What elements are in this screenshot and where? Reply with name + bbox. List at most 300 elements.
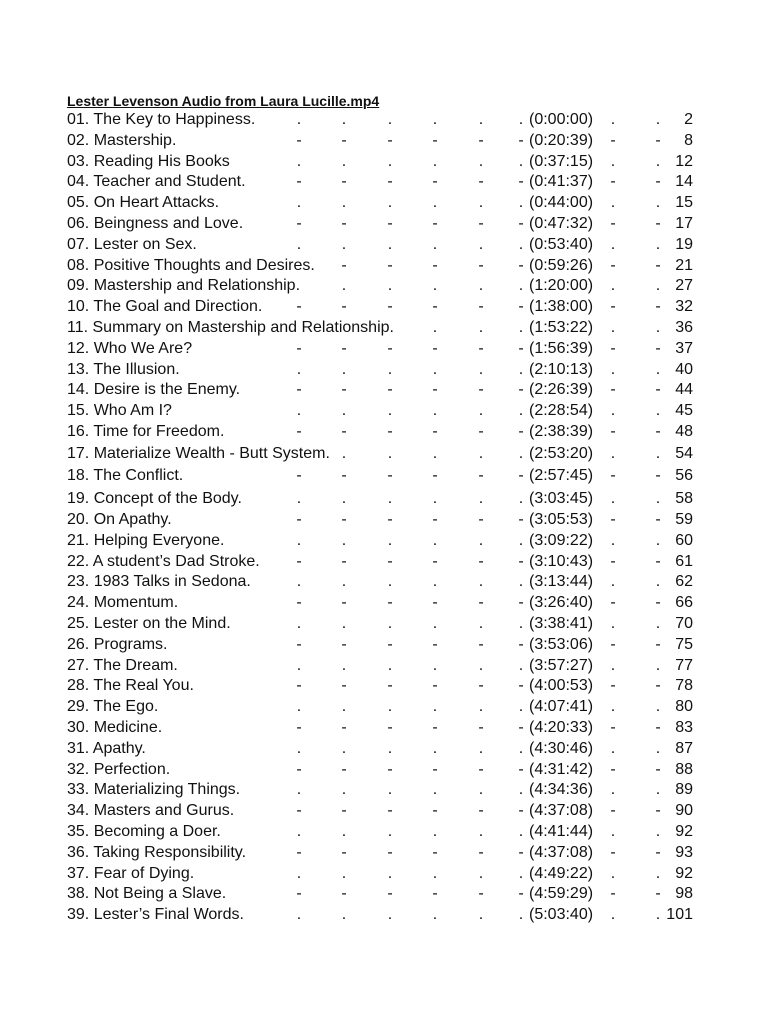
leader-mark: .: [432, 360, 438, 378]
leader-mark: .: [655, 402, 661, 420]
toc-entry-title: 29. The Ego.: [67, 698, 159, 716]
leader-mark: .: [432, 152, 438, 170]
leader-mark: .: [518, 823, 524, 840]
leader-mark: -: [432, 298, 438, 316]
toc-entry: [67, 172, 707, 193]
leader-mark: -: [296, 215, 302, 232]
leader-mark: .: [296, 615, 302, 632]
toc-entry: [67, 276, 707, 297]
leader-mark: .: [478, 277, 484, 295]
leader-mark: -: [655, 802, 661, 820]
toc-entry-page: 27: [675, 277, 693, 295]
leader-mark: -: [387, 677, 393, 695]
toc-entry-timestamp: (3:03:45): [529, 490, 594, 508]
leader-mark: -: [655, 594, 661, 612]
toc-entry-timestamp: (4:34:36): [529, 781, 594, 799]
leader-mark: .: [296, 360, 302, 378]
leader-mark: -: [341, 131, 347, 149]
leader-mark: -: [655, 635, 661, 653]
toc-entry: [67, 422, 707, 443]
toc-entry: [67, 489, 707, 510]
leader-mark: .: [341, 152, 347, 170]
leader-mark: .: [655, 531, 661, 549]
toc-entry: [67, 593, 707, 614]
leader-mark: .: [296, 781, 302, 799]
toc-entry-title: 11. Summary on Mastership and Relationship.: [67, 319, 394, 336]
leader-mark: -: [296, 760, 302, 778]
leader-mark: -: [518, 298, 524, 316]
leader-mark: -: [655, 131, 661, 149]
leader-mark: -: [518, 635, 524, 653]
leader-mark: .: [655, 235, 661, 253]
leader-mark: .: [610, 235, 616, 253]
leader-mark: -: [610, 760, 616, 778]
toc-entry-title: 23. 1983 Talks in Sedona.: [67, 573, 251, 591]
leader-mark: .: [296, 823, 302, 840]
leader-mark: -: [478, 381, 484, 399]
leader-mark: -: [610, 466, 616, 484]
leader-mark: .: [518, 277, 524, 295]
leader-mark: -: [478, 760, 484, 778]
leader-mark: .: [296, 235, 302, 253]
leader-mark: -: [610, 215, 616, 232]
leader-mark: -: [610, 594, 616, 612]
leader-mark: .: [296, 152, 302, 170]
leader-mark: -: [478, 256, 484, 274]
leader-mark: .: [432, 111, 438, 128]
toc-entry: [67, 466, 707, 487]
leader-mark: -: [478, 677, 484, 695]
leader-mark: .: [518, 194, 524, 212]
toc-entry-page: 75: [675, 635, 693, 653]
toc-entry-title: 26. Programs.: [67, 635, 168, 653]
leader-mark: .: [432, 319, 438, 336]
toc-entry: [67, 780, 707, 801]
toc-entry-page: 32: [675, 298, 693, 316]
leader-mark: -: [655, 719, 661, 736]
toc-entry-page: 60: [675, 531, 693, 549]
leader-mark: .: [518, 402, 524, 420]
leader-mark: .: [432, 573, 438, 591]
toc-entry-timestamp: (1:53:22): [529, 319, 594, 336]
leader-mark: -: [387, 843, 393, 861]
leader-mark: .: [341, 781, 347, 799]
toc-entry-page: 36: [675, 319, 693, 336]
leader-mark: -: [478, 173, 484, 191]
leader-mark: .: [610, 402, 616, 420]
toc-entry-page: 45: [675, 402, 693, 420]
leader-mark: -: [387, 215, 393, 232]
leader-mark: .: [341, 277, 347, 295]
toc-entry-page: 62: [675, 573, 693, 591]
leader-mark: .: [296, 111, 302, 128]
leader-mark: -: [518, 215, 524, 232]
toc-entry-title: 12. Who We Are?: [67, 339, 193, 357]
leader-mark: .: [518, 615, 524, 632]
toc-entry: [67, 235, 707, 256]
leader-mark: -: [341, 802, 347, 820]
leader-mark: .: [478, 781, 484, 799]
toc-entry-title: 07. Lester on Sex.: [67, 235, 197, 253]
leader-mark: -: [478, 552, 484, 570]
toc-entry-timestamp: (3:38:41): [529, 615, 594, 632]
leader-mark: .: [655, 698, 661, 716]
toc-entry-timestamp: (3:10:43): [529, 552, 594, 570]
leader-mark: .: [296, 739, 302, 757]
toc-entry-title: 27. The Dream.: [67, 656, 178, 674]
toc-entry: [67, 572, 707, 593]
leader-mark: -: [518, 802, 524, 820]
toc-entry-title: 17. Materialize Wealth - Butt System.: [67, 444, 330, 462]
toc-entry-page: 12: [675, 152, 693, 170]
leader-mark: .: [655, 656, 661, 674]
toc-entry-timestamp: (2:28:54): [529, 402, 594, 420]
leader-mark: .: [387, 531, 393, 549]
toc-entry-title: 38. Not Being a Slave.: [67, 885, 227, 903]
toc-entry-timestamp: (3:09:22): [529, 531, 594, 549]
toc-entry-title: 35. Becoming a Doer.: [67, 823, 221, 840]
toc-entry: [67, 297, 707, 318]
leader-mark: -: [655, 511, 661, 528]
leader-mark: .: [296, 698, 302, 716]
toc-entry-timestamp: (0:37:15): [529, 152, 594, 170]
leader-mark: -: [610, 843, 616, 861]
toc-entry-timestamp: (0:47:32): [529, 215, 594, 232]
toc-entry: [67, 360, 707, 381]
toc-entry-page: 44: [675, 381, 693, 399]
leader-mark: -: [655, 843, 661, 861]
toc-entry-title: 21. Helping Everyone.: [67, 531, 225, 549]
toc-entry-page: 87: [675, 739, 693, 757]
leader-mark: .: [518, 235, 524, 253]
leader-mark: -: [478, 719, 484, 736]
leader-mark: -: [655, 381, 661, 399]
leader-mark: .: [478, 444, 484, 462]
toc-entry-page: 80: [675, 698, 693, 716]
leader-mark: .: [432, 698, 438, 716]
toc-entry-page: 8: [684, 131, 693, 149]
leader-mark: -: [432, 719, 438, 736]
toc-entry-title: 33. Materializing Things.: [67, 781, 241, 799]
leader-mark: .: [432, 277, 438, 295]
leader-mark: -: [387, 381, 393, 399]
toc-entry-page: 78: [675, 677, 693, 695]
leader-mark: .: [655, 573, 661, 591]
toc-entry-timestamp: (2:57:45): [529, 466, 594, 484]
leader-mark: .: [341, 360, 347, 378]
leader-mark: -: [341, 843, 347, 861]
toc-entry: [67, 739, 707, 760]
leader-mark: -: [432, 843, 438, 861]
leader-mark: .: [432, 194, 438, 212]
toc-entry: [67, 531, 707, 552]
leader-mark: -: [478, 802, 484, 820]
leader-mark: .: [387, 402, 393, 420]
leader-mark: .: [478, 111, 484, 128]
leader-mark: .: [432, 864, 438, 882]
leader-mark: -: [610, 552, 616, 570]
leader-mark: .: [432, 531, 438, 549]
toc-entry-timestamp: (0:20:39): [529, 131, 594, 149]
toc-entry-title: 01. The Key to Happiness.: [67, 111, 256, 128]
toc-entry-title: 34. Masters and Gurus.: [67, 802, 235, 820]
leader-mark: .: [518, 906, 524, 924]
leader-mark: -: [296, 635, 302, 653]
leader-mark: .: [478, 906, 484, 924]
leader-mark: -: [387, 594, 393, 612]
toc-entry: [67, 697, 707, 718]
leader-mark: -: [610, 131, 616, 149]
leader-mark: .: [387, 573, 393, 591]
toc-entry-timestamp: (5:03:40): [529, 906, 594, 924]
leader-mark: .: [610, 152, 616, 170]
leader-mark: -: [432, 885, 438, 903]
toc-entry-title: 18. The Conflict.: [67, 466, 184, 484]
leader-mark: -: [341, 381, 347, 399]
leader-mark: -: [518, 885, 524, 903]
toc-entry-page: 14: [675, 173, 693, 191]
leader-mark: -: [478, 215, 484, 232]
toc-entry-title: 19. Concept of the Body.: [67, 490, 242, 508]
toc-entry: [67, 131, 707, 152]
toc-entry-page: 15: [675, 194, 693, 212]
leader-mark: -: [387, 635, 393, 653]
toc-entry: [67, 843, 707, 864]
toc-entry-page: 19: [675, 235, 693, 253]
toc-entry: [67, 864, 707, 885]
leader-mark: -: [518, 131, 524, 149]
leader-mark: .: [296, 656, 302, 674]
leader-mark: .: [655, 111, 661, 128]
leader-mark: -: [387, 552, 393, 570]
toc-entry-timestamp: (2:38:39): [529, 423, 594, 440]
leader-mark: .: [432, 235, 438, 253]
leader-mark: -: [518, 173, 524, 191]
toc-entry-page: 92: [675, 823, 693, 840]
leader-mark: -: [296, 339, 302, 357]
leader-mark: -: [432, 466, 438, 484]
toc-entry-timestamp: (3:53:06): [529, 635, 594, 653]
leader-mark: .: [341, 444, 347, 462]
leader-mark: -: [296, 677, 302, 695]
leader-mark: -: [432, 802, 438, 820]
toc-entry-page: 101: [666, 906, 693, 924]
toc-entry-title: 15. Who Am I?: [67, 402, 172, 420]
leader-mark: -: [518, 423, 524, 440]
leader-mark: .: [478, 531, 484, 549]
leader-mark: -: [341, 173, 347, 191]
leader-mark: -: [478, 885, 484, 903]
leader-mark: .: [341, 615, 347, 632]
toc-entry-title: 08. Positive Thoughts and Desires.: [67, 256, 315, 274]
leader-mark: -: [518, 719, 524, 736]
leader-mark: -: [387, 256, 393, 274]
toc-entry-page: 37: [675, 339, 693, 357]
leader-mark: .: [610, 615, 616, 632]
leader-mark: -: [432, 511, 438, 528]
leader-mark: -: [296, 423, 302, 440]
leader-mark: .: [341, 823, 347, 840]
toc-entry-page: 83: [675, 719, 693, 736]
leader-mark: -: [296, 381, 302, 399]
leader-mark: -: [296, 885, 302, 903]
toc-entry-page: 56: [675, 466, 693, 484]
leader-mark: .: [341, 906, 347, 924]
leader-mark: .: [478, 656, 484, 674]
leader-mark: -: [655, 466, 661, 484]
leader-mark: -: [387, 131, 393, 149]
leader-mark: .: [387, 864, 393, 882]
leader-mark: .: [610, 739, 616, 757]
leader-mark: .: [341, 111, 347, 128]
toc-entry-timestamp: (4:49:22): [529, 864, 594, 882]
leader-mark: .: [610, 444, 616, 462]
leader-mark: -: [432, 423, 438, 440]
leader-mark: -: [432, 635, 438, 653]
leader-mark: .: [518, 739, 524, 757]
leader-mark: -: [341, 552, 347, 570]
leader-mark: .: [341, 235, 347, 253]
leader-mark: -: [341, 423, 347, 440]
toc-entry: [67, 905, 707, 926]
leader-mark: .: [341, 531, 347, 549]
leader-mark: .: [432, 444, 438, 462]
leader-mark: -: [518, 594, 524, 612]
leader-mark: .: [478, 823, 484, 840]
document-title: Lester Levenson Audio from Laura Lucille.mp4: [67, 93, 380, 109]
leader-mark: .: [387, 739, 393, 757]
leader-mark: .: [478, 698, 484, 716]
toc-entry-timestamp: (0:44:00): [529, 194, 594, 212]
leader-mark: -: [387, 719, 393, 736]
leader-mark: -: [655, 552, 661, 570]
leader-mark: -: [432, 677, 438, 695]
leader-mark: .: [478, 739, 484, 757]
toc-entry-title: 32. Perfection.: [67, 760, 171, 778]
toc-entry-page: 61: [675, 552, 693, 570]
leader-mark: .: [478, 360, 484, 378]
leader-mark: -: [655, 760, 661, 778]
leader-mark: -: [610, 298, 616, 316]
leader-mark: -: [387, 802, 393, 820]
toc-entry-timestamp: (3:13:44): [529, 573, 594, 591]
toc-entry-page: 70: [675, 615, 693, 632]
leader-mark: -: [610, 885, 616, 903]
leader-mark: .: [432, 739, 438, 757]
toc-entry: [67, 444, 707, 465]
leader-mark: .: [432, 823, 438, 840]
toc-entry-timestamp: (3:57:27): [529, 656, 594, 674]
toc-entry-title: 02. Mastership.: [67, 131, 177, 149]
leader-mark: -: [655, 173, 661, 191]
toc-entry: [67, 152, 707, 173]
leader-mark: -: [518, 466, 524, 484]
leader-mark: -: [655, 677, 661, 695]
leader-mark: .: [518, 152, 524, 170]
toc-entry-timestamp: (0:59:26): [529, 256, 594, 274]
leader-mark: .: [387, 781, 393, 799]
toc-entry-timestamp: (4:41:44): [529, 823, 594, 840]
leader-mark: .: [518, 656, 524, 674]
leader-mark: -: [341, 298, 347, 316]
leader-mark: -: [478, 339, 484, 357]
toc-entry-title: 14. Desire is the Enemy.: [67, 381, 241, 399]
leader-mark: -: [296, 843, 302, 861]
toc-entry-page: 58: [675, 490, 693, 508]
leader-mark: .: [655, 781, 661, 799]
toc-entry: [67, 510, 707, 531]
toc-entry: [67, 380, 707, 401]
toc-entry-title: 04. Teacher and Student.: [67, 173, 246, 191]
leader-mark: .: [478, 490, 484, 508]
leader-mark: .: [387, 152, 393, 170]
leader-mark: -: [432, 339, 438, 357]
leader-mark: -: [432, 173, 438, 191]
leader-mark: -: [478, 635, 484, 653]
leader-mark: .: [296, 864, 302, 882]
leader-mark: -: [655, 256, 661, 274]
leader-mark: .: [387, 823, 393, 840]
leader-mark: .: [610, 781, 616, 799]
leader-mark: -: [387, 511, 393, 528]
toc-entry-timestamp: (2:10:13): [529, 360, 594, 378]
leader-mark: .: [387, 235, 393, 253]
leader-mark: -: [387, 339, 393, 357]
leader-mark: -: [341, 215, 347, 232]
leader-mark: .: [296, 531, 302, 549]
leader-mark: -: [341, 885, 347, 903]
leader-mark: -: [655, 423, 661, 440]
toc-entry-page: 89: [675, 781, 693, 799]
leader-mark: .: [610, 194, 616, 212]
leader-mark: -: [432, 760, 438, 778]
leader-mark: -: [610, 635, 616, 653]
leader-mark: .: [432, 490, 438, 508]
leader-mark: .: [478, 152, 484, 170]
toc-entry-timestamp: (3:05:53): [529, 511, 594, 528]
leader-mark: -: [610, 256, 616, 274]
leader-mark: -: [387, 760, 393, 778]
leader-mark: -: [296, 719, 302, 736]
toc-entry-title: 22. A student’s Dad Stroke.: [67, 552, 260, 570]
toc-entry-timestamp: (3:26:40): [529, 594, 594, 612]
leader-mark: .: [610, 277, 616, 295]
leader-mark: .: [518, 319, 524, 336]
leader-mark: -: [296, 131, 302, 149]
leader-mark: .: [341, 194, 347, 212]
leader-mark: .: [387, 906, 393, 924]
leader-mark: .: [610, 531, 616, 549]
toc-entry-title: 37. Fear of Dying.: [67, 864, 195, 882]
toc-entry: [67, 318, 707, 339]
toc-entry-timestamp: (4:00:53): [529, 677, 594, 695]
leader-mark: .: [387, 615, 393, 632]
leader-mark: .: [432, 781, 438, 799]
leader-mark: .: [341, 739, 347, 757]
leader-mark: .: [655, 906, 661, 924]
leader-mark: -: [518, 843, 524, 861]
leader-mark: -: [341, 719, 347, 736]
leader-mark: .: [296, 573, 302, 591]
leader-mark: -: [432, 131, 438, 149]
leader-mark: -: [341, 339, 347, 357]
toc-entry-timestamp: (4:37:08): [529, 802, 594, 820]
leader-mark: -: [296, 173, 302, 191]
toc-entry-timestamp: (4:07:41): [529, 698, 594, 716]
leader-mark: .: [387, 111, 393, 128]
leader-mark: .: [341, 656, 347, 674]
toc-entry-title: 25. Lester on the Mind.: [67, 615, 231, 632]
